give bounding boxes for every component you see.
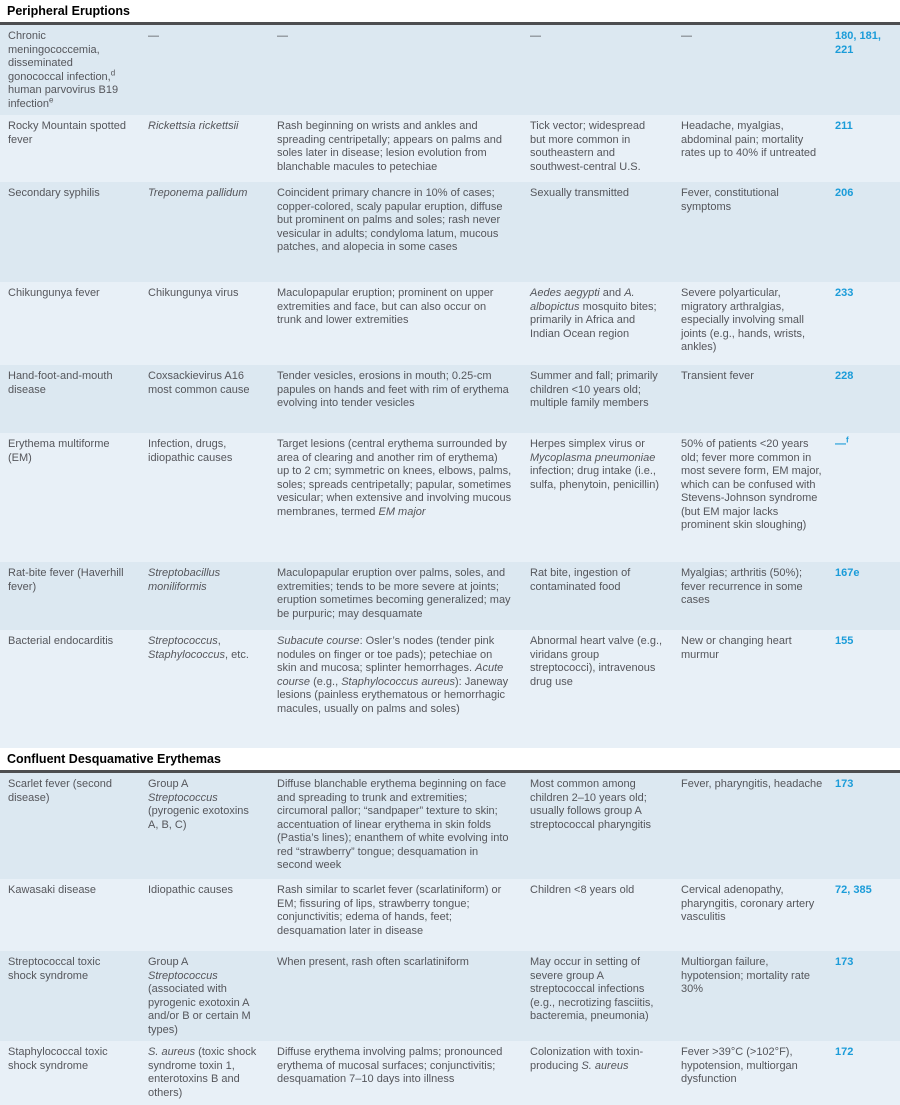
chapter-link[interactable]: 167e <box>835 567 860 579</box>
cell-disease: Rat-bite fever (Haverhill fever) <box>8 567 124 593</box>
cell-etiology: Streptococcus, Staphylococcus, etc. <box>148 635 249 661</box>
section-header: Peripheral Eruptions <box>0 0 900 25</box>
cell-etiology: Coxsackievirus A16 most common cause <box>148 370 250 396</box>
cell-epidemiology: Herpes simplex virus or Mycoplasma pneumoniae infection; drug intake (i.e., sulfa, phenytoin, penicillin) <box>530 438 660 491</box>
cell-epidemiology: May occur in setting of severe group A streptococcal infections (e.g., necrotizing fasciitis, bacteremia, pneumonia) <box>530 956 654 1022</box>
table-row <box>0 365 900 433</box>
cell-description: Rash beginning on wrists and ankles and spreading centripetally; appears on palms and soles later in disease; lesion evolution from blanchable macules to petechiae <box>277 120 503 173</box>
cell-etiology: S. aureus (toxic shock syndrome toxin 1, enterotoxins B and others) <box>148 1046 257 1099</box>
chapter-link[interactable]: 206 <box>835 187 854 199</box>
cell-epidemiology: — <box>530 30 541 42</box>
cell-epidemiology: Colonization with toxin-producing S. aureus <box>530 1046 644 1072</box>
cell-findings: New or changing heart murmur <box>681 635 792 661</box>
table-row <box>0 879 900 951</box>
cell-epidemiology: Summer and fall; primarily children <10 years old; multiple family members <box>530 370 658 409</box>
cell-etiology: Idiopathic causes <box>148 884 233 896</box>
cell-findings: 50% of patients <20 years old; fever more common in most severe form, EM major, which can be confused with Stevens-Johnson syndrome (but EM major lacks prominent skin sloughing) <box>681 438 822 531</box>
cell-disease: Erythema multiforme (EM) <box>8 438 110 464</box>
chapter-link[interactable]: 155 <box>835 635 854 647</box>
cell-etiology: — <box>148 30 159 42</box>
cell-findings: Fever, pharyngitis, headache <box>681 778 823 790</box>
cell-findings: Fever >39°C (>102°F), hypotension, multiorgan dysfunction <box>681 1046 798 1085</box>
cell-epidemiology: Abnormal heart valve (e.g., viridans group streptococci), intravenous drug use <box>530 635 663 688</box>
cell-description: Maculopapular eruption; prominent on upper extremities and face, but can also occur on trunk and lower extremities <box>277 287 494 326</box>
cell-epidemiology: Most common among children 2–10 years old; usually follows group A streptococcal pharyngitis <box>530 778 652 831</box>
table-row <box>0 630 900 748</box>
cell-description: Tender vesicles, erosions in mouth; 0.25-cm papules on hands and feet with rim of erythema evolving into tender vesicles <box>277 370 509 409</box>
chapter-link[interactable]: 173 <box>835 956 854 968</box>
cell-disease: Scarlet fever (second disease) <box>8 778 112 804</box>
chapter-link[interactable]: 233 <box>835 287 854 299</box>
chapter-link[interactable]: 72, 385 <box>835 884 872 896</box>
cell-disease: Hand-foot-and-mouth disease <box>8 370 113 396</box>
chapter-link[interactable]: 173 <box>835 778 854 790</box>
chapter-link[interactable]: 180, 181, 221 <box>835 30 881 56</box>
table-row <box>0 562 900 630</box>
cell-etiology: Treponema pallidum <box>148 187 248 199</box>
cell-disease: Chikungunya fever <box>8 287 100 299</box>
cell-disease: Staphylococcal toxic shock syndrome <box>8 1046 108 1072</box>
cell-epidemiology: Sexually transmitted <box>530 187 630 199</box>
table-row <box>0 282 900 365</box>
table-row <box>0 182 900 282</box>
cell-findings: Headache, myalgias, abdominal pain; mortality rates up to 40% if untreated <box>681 120 817 159</box>
cell-disease: Chronic meningococcemia, disseminated gonococcal infection,$^d$ human parvovirus B19 infection$^e$ <box>8 30 119 110</box>
section-header: Confluent Desquamative Erythemas <box>0 748 900 773</box>
cell-epidemiology: Tick vector; widespread but more common in southeastern and southwest-central U.S. <box>530 120 646 173</box>
cell-disease: Rocky Mountain spotted fever <box>8 120 127 146</box>
cell-etiology: Chikungunya virus <box>148 287 239 299</box>
cell-description: Diffuse erythema involving palms; pronounced erythema of mucosal surfaces; conjunctivitis; desquamation 7–10 days into illness <box>277 1046 503 1085</box>
cell-findings: Cervical adenopathy, pharyngitis, coronary artery vasculitis <box>681 884 815 923</box>
cell-findings: — <box>681 30 692 42</box>
table-row <box>0 25 900 115</box>
table-row <box>0 1041 900 1105</box>
cell-findings: Transient fever <box>681 370 754 382</box>
cell-etiology: Streptobacillus moniliformis <box>148 567 221 593</box>
table-row <box>0 951 900 1041</box>
table-row <box>0 773 900 879</box>
cell-etiology: Group A Streptococcus (pyrogenic exotoxins A, B, C) <box>148 778 249 831</box>
table-row <box>0 115 900 182</box>
cell-epidemiology: Children <8 years old <box>530 884 635 896</box>
cell-etiology: Group A Streptococcus (associated with pyrogenic exotoxin A and/or B or certain M types) <box>148 956 251 1036</box>
chapter-link[interactable]: 172 <box>835 1046 854 1058</box>
chapter-link[interactable]: 211 <box>835 120 853 132</box>
cell-description: When present, rash often scarlatiniform <box>277 956 469 968</box>
cell-description: — <box>277 30 288 42</box>
cell-disease: Secondary syphilis <box>8 187 100 199</box>
cell-description: Rash similar to scarlet fever (scarlatiniform) or EM; fissuring of lips, strawberry tongue; conjunctivitis; edema of hands, feet; desquamation later in disease <box>277 884 502 937</box>
cell-disease: Streptococcal toxic shock syndrome <box>8 956 101 982</box>
chapter-link[interactable]: —$^f$ <box>835 435 849 450</box>
cell-description: Diffuse blanchable erythema beginning on face and spreading to trunk and extremities; circumoral pallor; “sandpaper” texture to skin; accentuation of linear erythema in skin folds (Pastia’s lines); enanthem of white evolving into red “strawberry” tongue; desquamation in second week <box>277 778 509 871</box>
cell-description: Target lesions (central erythema surrounded by area of clearing and another rim of erythema) up to 2 cm; symmetric on knees, elbows, palms, soles; spreads centripetally; papular, sometimes vesicular; when extensive and involving mucous membranes, termed EM major <box>277 438 512 518</box>
table-row <box>0 433 900 562</box>
cell-disease: Kawasaki disease <box>8 884 97 896</box>
cell-etiology: Rickettsia rickettsii <box>148 120 239 132</box>
cell-description: Maculopapular eruption over palms, soles, and extremities; tends to be more severe at joints; eruption sometimes becoming generalized; may be purpuric; may desquamate <box>277 567 511 620</box>
cell-description: Subacute course: Osler’s nodes (tender pink nodules on finger or toe pads); petechiae on skin and mucosa; splinter hemorrhages. Acute course (e.g., Staphylococcus aureus): Janeway lesions (painless erythematous or hemorrhagic macules, usually on palms and soles) <box>277 635 509 715</box>
cell-description: Coincident primary chancre in 10% of cases; copper-colored, scaly papular eruption, diffuse but prominent on palms and soles; rash never vesicular in adults; condyloma latum, mucous patches, and alopecia in some cases <box>277 187 503 253</box>
cell-etiology: Infection, drugs, idiopathic causes <box>148 438 233 464</box>
cell-findings: Multiorgan failure, hypotension; mortality rate 30% <box>681 956 811 995</box>
cell-epidemiology: Rat bite, ingestion of contaminated food <box>530 567 631 593</box>
cell-findings: Myalgias; arthritis (50%); fever recurrence in some cases <box>681 567 803 606</box>
cell-findings: Fever, constitutional symptoms <box>681 187 779 213</box>
chapter-link[interactable]: 228 <box>835 370 854 382</box>
cell-findings: Severe polyarticular, migratory arthralgias, especially involving small joints (e.g., hands, wrists, ankles) <box>681 287 806 353</box>
cell-disease: Bacterial endocarditis <box>8 635 114 647</box>
cell-epidemiology: Aedes aegypti and A. albopictus mosquito bites; primarily in Africa and Indian Ocean region <box>530 287 657 340</box>
